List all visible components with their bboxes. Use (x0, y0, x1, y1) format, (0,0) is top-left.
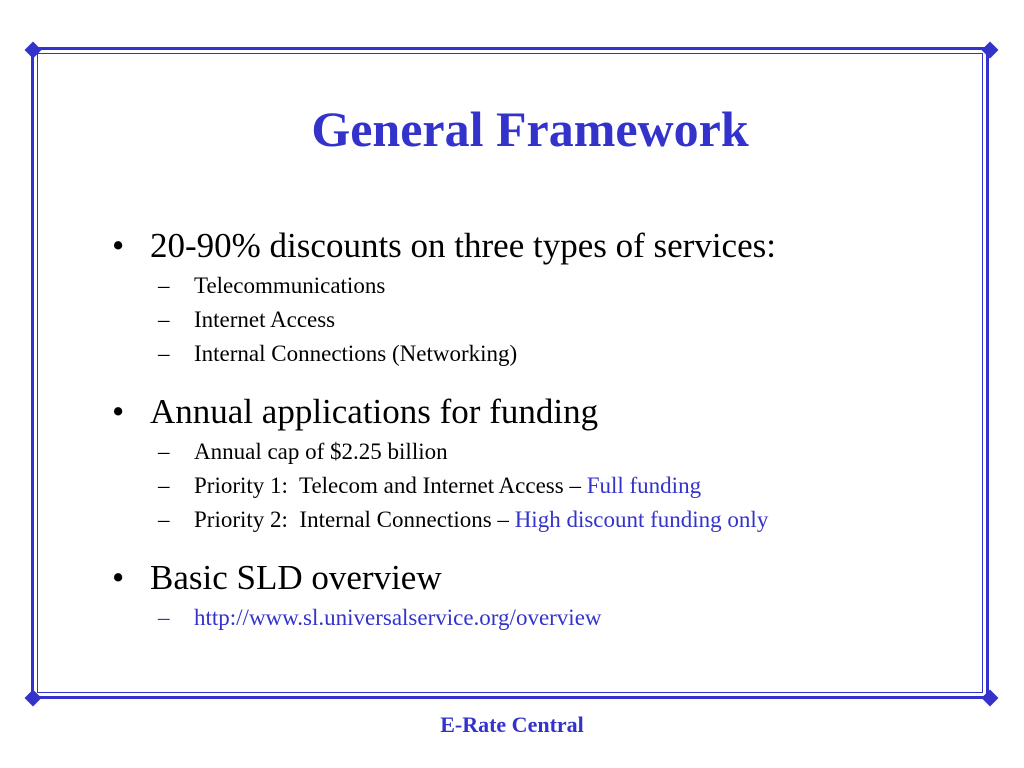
slide-title: General Framework (311, 101, 749, 157)
bullet-item (112, 391, 972, 433)
overview-link[interactable]: http://www.sl.universalservice.org/overview (194, 605, 602, 630)
dash-icon: – (158, 507, 170, 532)
sub-item (112, 469, 972, 503)
bullet-text: 20-90% discounts on three types of services: (150, 226, 776, 265)
dash-icon: – (158, 307, 170, 332)
sub-item-text: Internal Connections (Networking) (194, 341, 518, 366)
dash-icon: – (158, 439, 170, 464)
bullet-text: Basic SLD overview (150, 558, 442, 597)
sub-list (112, 269, 972, 371)
sub-item-text: Priority 1: Telecom and Internet Access – (194, 473, 587, 498)
sub-item (112, 601, 972, 635)
slide-footer: E-Rate Central (440, 712, 584, 737)
dash-icon: – (158, 273, 170, 298)
sub-item-text: Annual cap of $2.25 billion (194, 439, 448, 464)
dash-icon: – (158, 473, 170, 498)
sub-list (112, 435, 972, 537)
bullet-dot-icon: • (112, 558, 125, 597)
sub-item (112, 337, 972, 371)
bullet-item (112, 557, 972, 599)
sub-item (112, 303, 972, 337)
sub-item (112, 269, 972, 303)
sub-item (112, 435, 972, 469)
sub-item (112, 503, 972, 537)
bullet-dot-icon: • (112, 226, 125, 265)
sub-item-text: Telecommunications (194, 273, 386, 298)
sub-item-text: Internet Access (194, 307, 336, 332)
sub-list (112, 601, 972, 635)
bullet-dot-icon: • (112, 392, 125, 431)
sub-item-highlight: Full funding (586, 473, 702, 498)
dash-icon: – (158, 341, 170, 366)
slide-content (112, 225, 972, 635)
bullet-item (112, 225, 972, 267)
sub-item-highlight: High discount funding only (514, 507, 769, 532)
sub-item-text: Priority 2: Internal Connections – (194, 507, 515, 532)
dash-icon: – (158, 605, 170, 630)
bullet-text: Annual applications for funding (150, 392, 599, 431)
